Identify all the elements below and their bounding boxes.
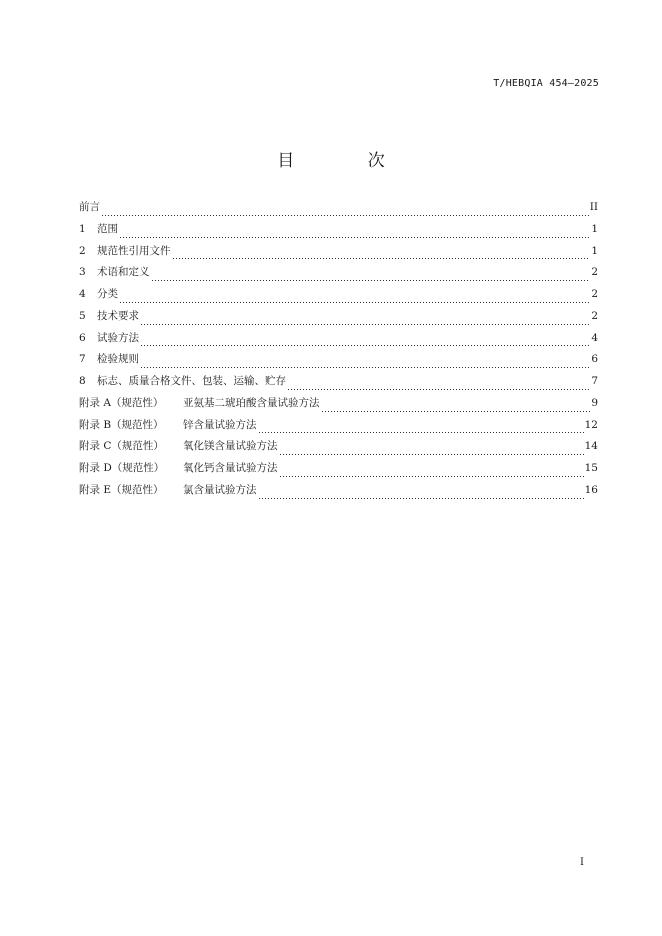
toc-leader-dots — [119, 302, 590, 303]
toc-entry-foreword[interactable] — [79, 199, 598, 221]
toc-leader-dots — [258, 432, 584, 433]
toc-entry-test-methods[interactable] — [79, 330, 598, 352]
toc-page: 1 — [591, 244, 598, 257]
toc-number: 6 — [79, 331, 86, 344]
toc-leader-dots — [287, 389, 590, 390]
toc-leader-dots — [279, 476, 584, 477]
toc-leader-dots — [151, 280, 591, 281]
toc-label: 范围 — [97, 222, 118, 235]
toc-appendix-number: 附录 D（规范性） — [79, 462, 165, 474]
toc-label: 亚氨基二琥珀酸含量试验方法 — [183, 396, 320, 409]
toc-appendix-number: 附录 E（规范性） — [79, 483, 164, 496]
toc-label: 标志、质量合格文件、包装、运输、贮存 — [97, 375, 286, 387]
toc-page: 9 — [591, 396, 598, 409]
table-of-contents — [79, 199, 598, 504]
toc-label: 术语和定义 — [97, 266, 150, 279]
toc-label: 分类 — [97, 288, 118, 300]
toc-appendix-number: 附录 C（规范性） — [79, 440, 164, 453]
toc-label: 氧化镁含量试验方法 — [183, 440, 278, 453]
toc-leader-dots — [172, 258, 591, 259]
toc-page: 4 — [591, 331, 598, 344]
toc-label: 氯含量试验方法 — [183, 483, 257, 496]
toc-entry-appendix-b[interactable] — [79, 417, 598, 439]
toc-number: 7 — [79, 353, 86, 366]
toc-label: 氧化钙含量试验方法 — [183, 462, 278, 474]
toc-number: 2 — [79, 244, 86, 257]
page-number: I — [580, 857, 584, 868]
toc-page: 1 — [591, 222, 598, 235]
toc-entry-normative-references[interactable] — [79, 243, 598, 265]
toc-label: 试验方法 — [97, 331, 139, 344]
toc-entry-appendix-e[interactable] — [79, 482, 598, 504]
toc-entry-technical-requirements[interactable] — [79, 308, 598, 330]
toc-page: 7 — [591, 375, 598, 387]
toc-label: 前言 — [79, 201, 100, 213]
toc-label: 检验规则 — [97, 353, 139, 366]
toc-entry-appendix-c[interactable] — [79, 438, 598, 460]
toc-entry-scope[interactable] — [79, 221, 598, 243]
toc-leader-dots — [101, 215, 589, 216]
toc-leader-dots — [140, 367, 590, 368]
toc-entry-appendix-d[interactable] — [79, 460, 598, 482]
toc-page: 12 — [584, 418, 598, 431]
toc-page: 14 — [584, 440, 598, 453]
toc-entry-classification[interactable] — [79, 286, 598, 308]
toc-page: 6 — [591, 353, 598, 366]
toc-number: 1 — [79, 222, 86, 235]
toc-appendix-number: 附录 A（规范性） — [79, 396, 164, 409]
toc-page: 16 — [584, 483, 598, 496]
toc-number: 5 — [79, 309, 86, 322]
toc-leader-dots — [140, 345, 590, 346]
toc-label: 锌含量试验方法 — [183, 418, 257, 431]
toc-page: 15 — [584, 462, 598, 474]
toc-entry-appendix-a[interactable] — [79, 395, 598, 417]
toc-appendix-number: 附录 B（规范性） — [79, 418, 164, 431]
toc-number: 8 — [79, 375, 86, 387]
toc-label: 技术要求 — [97, 309, 139, 322]
toc-page: 2 — [591, 309, 598, 322]
toc-page: II — [589, 201, 598, 213]
page-title: 目 次 — [277, 151, 419, 171]
document-code: T/HEBQIA 454—2025 — [493, 78, 599, 89]
toc-number: 4 — [79, 288, 86, 300]
toc-leader-dots — [279, 454, 584, 455]
toc-leader-dots — [140, 324, 590, 325]
toc-entry-marking-packaging[interactable] — [79, 373, 598, 395]
toc-label: 规范性引用文件 — [97, 244, 171, 257]
toc-entry-terms-definitions[interactable] — [79, 264, 598, 286]
toc-page: 2 — [591, 266, 598, 279]
toc-number: 3 — [79, 266, 86, 279]
toc-page: 2 — [591, 288, 598, 300]
toc-leader-dots — [258, 498, 584, 499]
toc-entry-inspection-rules[interactable] — [79, 351, 598, 373]
toc-leader-dots — [321, 411, 591, 412]
toc-leader-dots — [119, 237, 590, 238]
